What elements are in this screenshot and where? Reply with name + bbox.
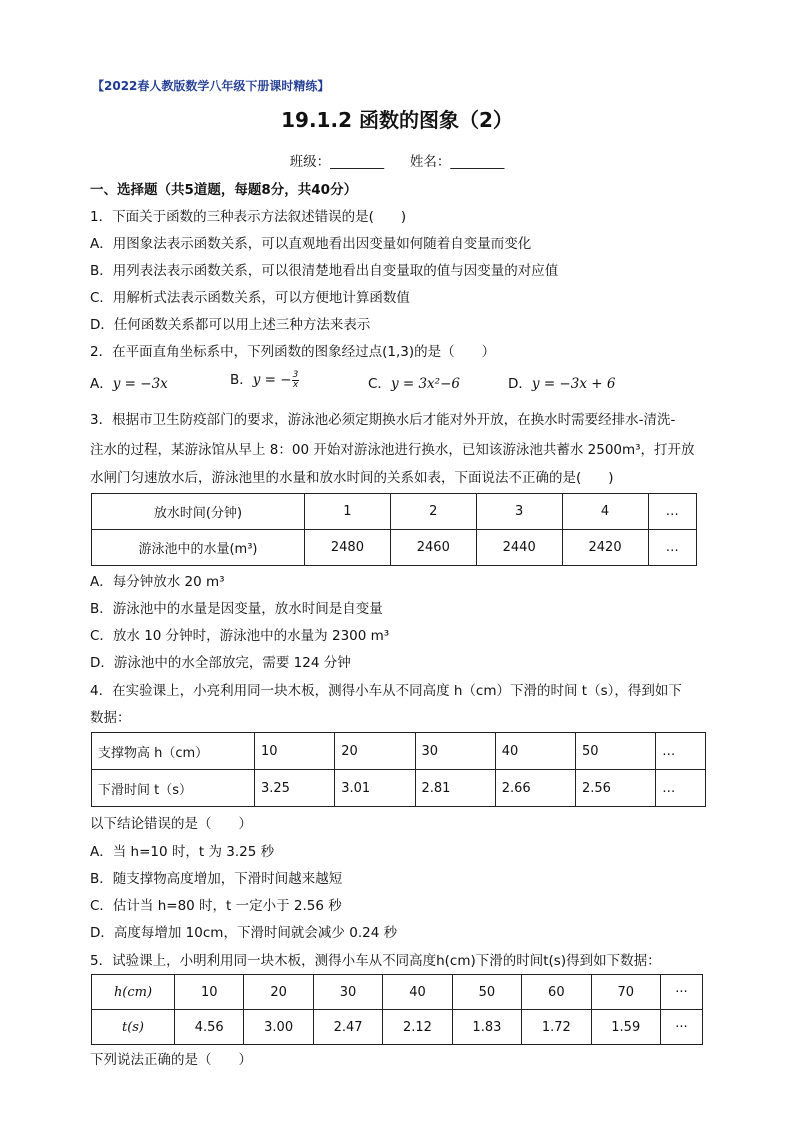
table-row — [92, 530, 697, 566]
table-cell: … — [656, 770, 706, 807]
q1-option-a: A．用图象法表示函数关系，可以直观地看出因变量如何随着自变量而变化 — [90, 236, 532, 252]
q5-ask: 下列说法正确的是（ ） — [90, 1052, 252, 1068]
q3-stem-line1: 3．根据市卫生防疫部门的要求，游泳池必须定期换水后才能对外开放，在换水时需要经排水-清洗- — [90, 412, 676, 428]
table-cell: 2.81 — [415, 770, 495, 807]
table-header-cell: h(cm) — [92, 975, 175, 1010]
table-cell: 50 — [452, 975, 521, 1010]
table-row — [92, 975, 703, 1010]
q1-stem: 1．下面关于函数的三种表示方法叙述错误的是( ) — [90, 209, 407, 225]
q3-option-a: A．每分钟放水 20 m³ — [90, 574, 225, 590]
q4-option-a: A．当 h=10 时，t 为 3.25 秒 — [90, 844, 275, 860]
table-cell: 3 — [476, 494, 562, 530]
table-cell: 1.59 — [591, 1010, 660, 1045]
table-cell: 3.01 — [335, 770, 415, 807]
section-heading: 一、选择题（共5道题，每题8分，共40分） — [90, 182, 358, 198]
table-cell: 20 — [335, 733, 415, 770]
q3-option-b: B．游泳池中的水量是因变量，放水时间是自变量 — [90, 601, 383, 617]
q2-option-c: C．y = 3x²−6 — [368, 376, 460, 392]
page-title: 19.1.2 函数的图象（2） — [281, 108, 513, 132]
table-cell: … — [656, 733, 706, 770]
table-cell: 1.83 — [452, 1010, 521, 1045]
table-cell: 1.72 — [522, 1010, 591, 1045]
fraction: $\frac{3}{x}$ — [292, 369, 299, 390]
student-info-line — [0, 150, 794, 170]
table-cell: 2480 — [305, 530, 391, 566]
table-header-cell: 放水时间(分钟) — [92, 494, 305, 530]
table-cell: 2.66 — [495, 770, 575, 807]
q5-stem: 5．试验课上，小明利用同一块木板，测得小车从不同高度h(cm)下滑的时间t(s)得到如下数据： — [90, 953, 661, 969]
table-cell: 4 — [562, 494, 648, 530]
table-row — [92, 494, 697, 530]
table-cell: 2 — [390, 494, 476, 530]
q3-option-c: C．放水 10 分钟时，游泳池中的水量为 2300 m³ — [90, 628, 390, 644]
class-label: 班级：________ — [289, 154, 385, 170]
q4-option-d: D．高度每增加 10cm，下滑时间就会减少 0.24 秒 — [90, 925, 398, 941]
table-cell: 2420 — [562, 530, 648, 566]
table-cell: ··· — [660, 1010, 702, 1045]
q2-option-a: A．y = −3x — [90, 376, 168, 392]
q4-table — [91, 732, 706, 807]
table-cell: ··· — [660, 975, 702, 1010]
table-cell: 40 — [383, 975, 452, 1010]
q1-option-d: D．任何函数关系都可以用上述三种方法来表示 — [90, 317, 371, 333]
table-cell: 30 — [313, 975, 382, 1010]
table-cell: 50 — [576, 733, 656, 770]
q1-option-b: B．用列表法表示函数关系，可以很清楚地看出自变量取的值与因变量的对应值 — [90, 263, 559, 279]
table-cell: 3.00 — [244, 1010, 313, 1045]
table-cell: 10 — [175, 975, 244, 1010]
q4-option-b: B．随支撑物高度增加，下滑时间越来越短 — [90, 871, 343, 887]
table-cell: … — [648, 530, 697, 566]
table-header-cell: 支撑物高 h（cm） — [92, 733, 255, 770]
table-cell: 2.56 — [576, 770, 656, 807]
q4-option-c: C．估计当 h=80 时，t 一定小于 2.56 秒 — [90, 898, 342, 914]
table-row — [92, 733, 706, 770]
q3-stem-line3: 水闸门匀速放水后，游泳池里的水量和放水时间的关系如表，下面说法不正确的是( ) — [90, 470, 614, 486]
table-cell: 2460 — [390, 530, 476, 566]
table-cell: 10 — [255, 733, 335, 770]
table-cell: … — [648, 494, 697, 530]
q3-table — [91, 493, 697, 566]
header-tag: 【2022春人教版数学八年级下册课时精练】 — [92, 79, 330, 93]
table-cell: 40 — [495, 733, 575, 770]
table-header-cell: 游泳池中的水量(m³) — [92, 530, 305, 566]
table-cell: 4.56 — [175, 1010, 244, 1045]
q2-options — [90, 369, 710, 394]
q1-option-c: C．用解析式法表示函数关系，可以方便地计算函数值 — [90, 290, 410, 306]
q5-table — [91, 974, 703, 1045]
table-cell: 1 — [305, 494, 391, 530]
q2-option-b: B．y = − $\frac{3}{x}$ — [230, 369, 299, 390]
table-cell: 20 — [244, 975, 313, 1010]
table-row — [92, 1010, 703, 1045]
table-row — [92, 770, 706, 807]
table-cell: 30 — [415, 733, 495, 770]
table-cell: 60 — [522, 975, 591, 1010]
q2-option-d: D．y = −3x + 6 — [508, 376, 616, 392]
table-header-cell: 下滑时间 t（s） — [92, 770, 255, 807]
table-cell: 70 — [591, 975, 660, 1010]
table-header-cell: t(s) — [92, 1010, 175, 1045]
q4-ask: 以下结论错误的是（ ） — [90, 816, 252, 832]
q4-stem-line2: 数据： — [90, 710, 131, 726]
table-cell: 2440 — [476, 530, 562, 566]
table-cell: 3.25 — [255, 770, 335, 807]
name-label: 姓名：________ — [409, 154, 505, 170]
q4-stem-line1: 4．在实验课上，小亮利用同一块木板，测得小车从不同高度 h（cm）下滑的时间 t（s），得到如下 — [90, 683, 682, 699]
q3-option-d: D．游泳池中的水全部放完，需要 124 分钟 — [90, 655, 351, 671]
table-cell: 2.47 — [313, 1010, 382, 1045]
q3-stem-line2: 注水的过程，某游泳馆从早上 8：00 开始对游泳池进行换水，已知该游泳池共蓄水 2500m³，打开放 — [90, 442, 695, 458]
table-cell: 2.12 — [383, 1010, 452, 1045]
q2-stem: 2．在平面直角坐标系中，下列函数的图象经过点(1,3)的是（ ） — [90, 344, 496, 360]
